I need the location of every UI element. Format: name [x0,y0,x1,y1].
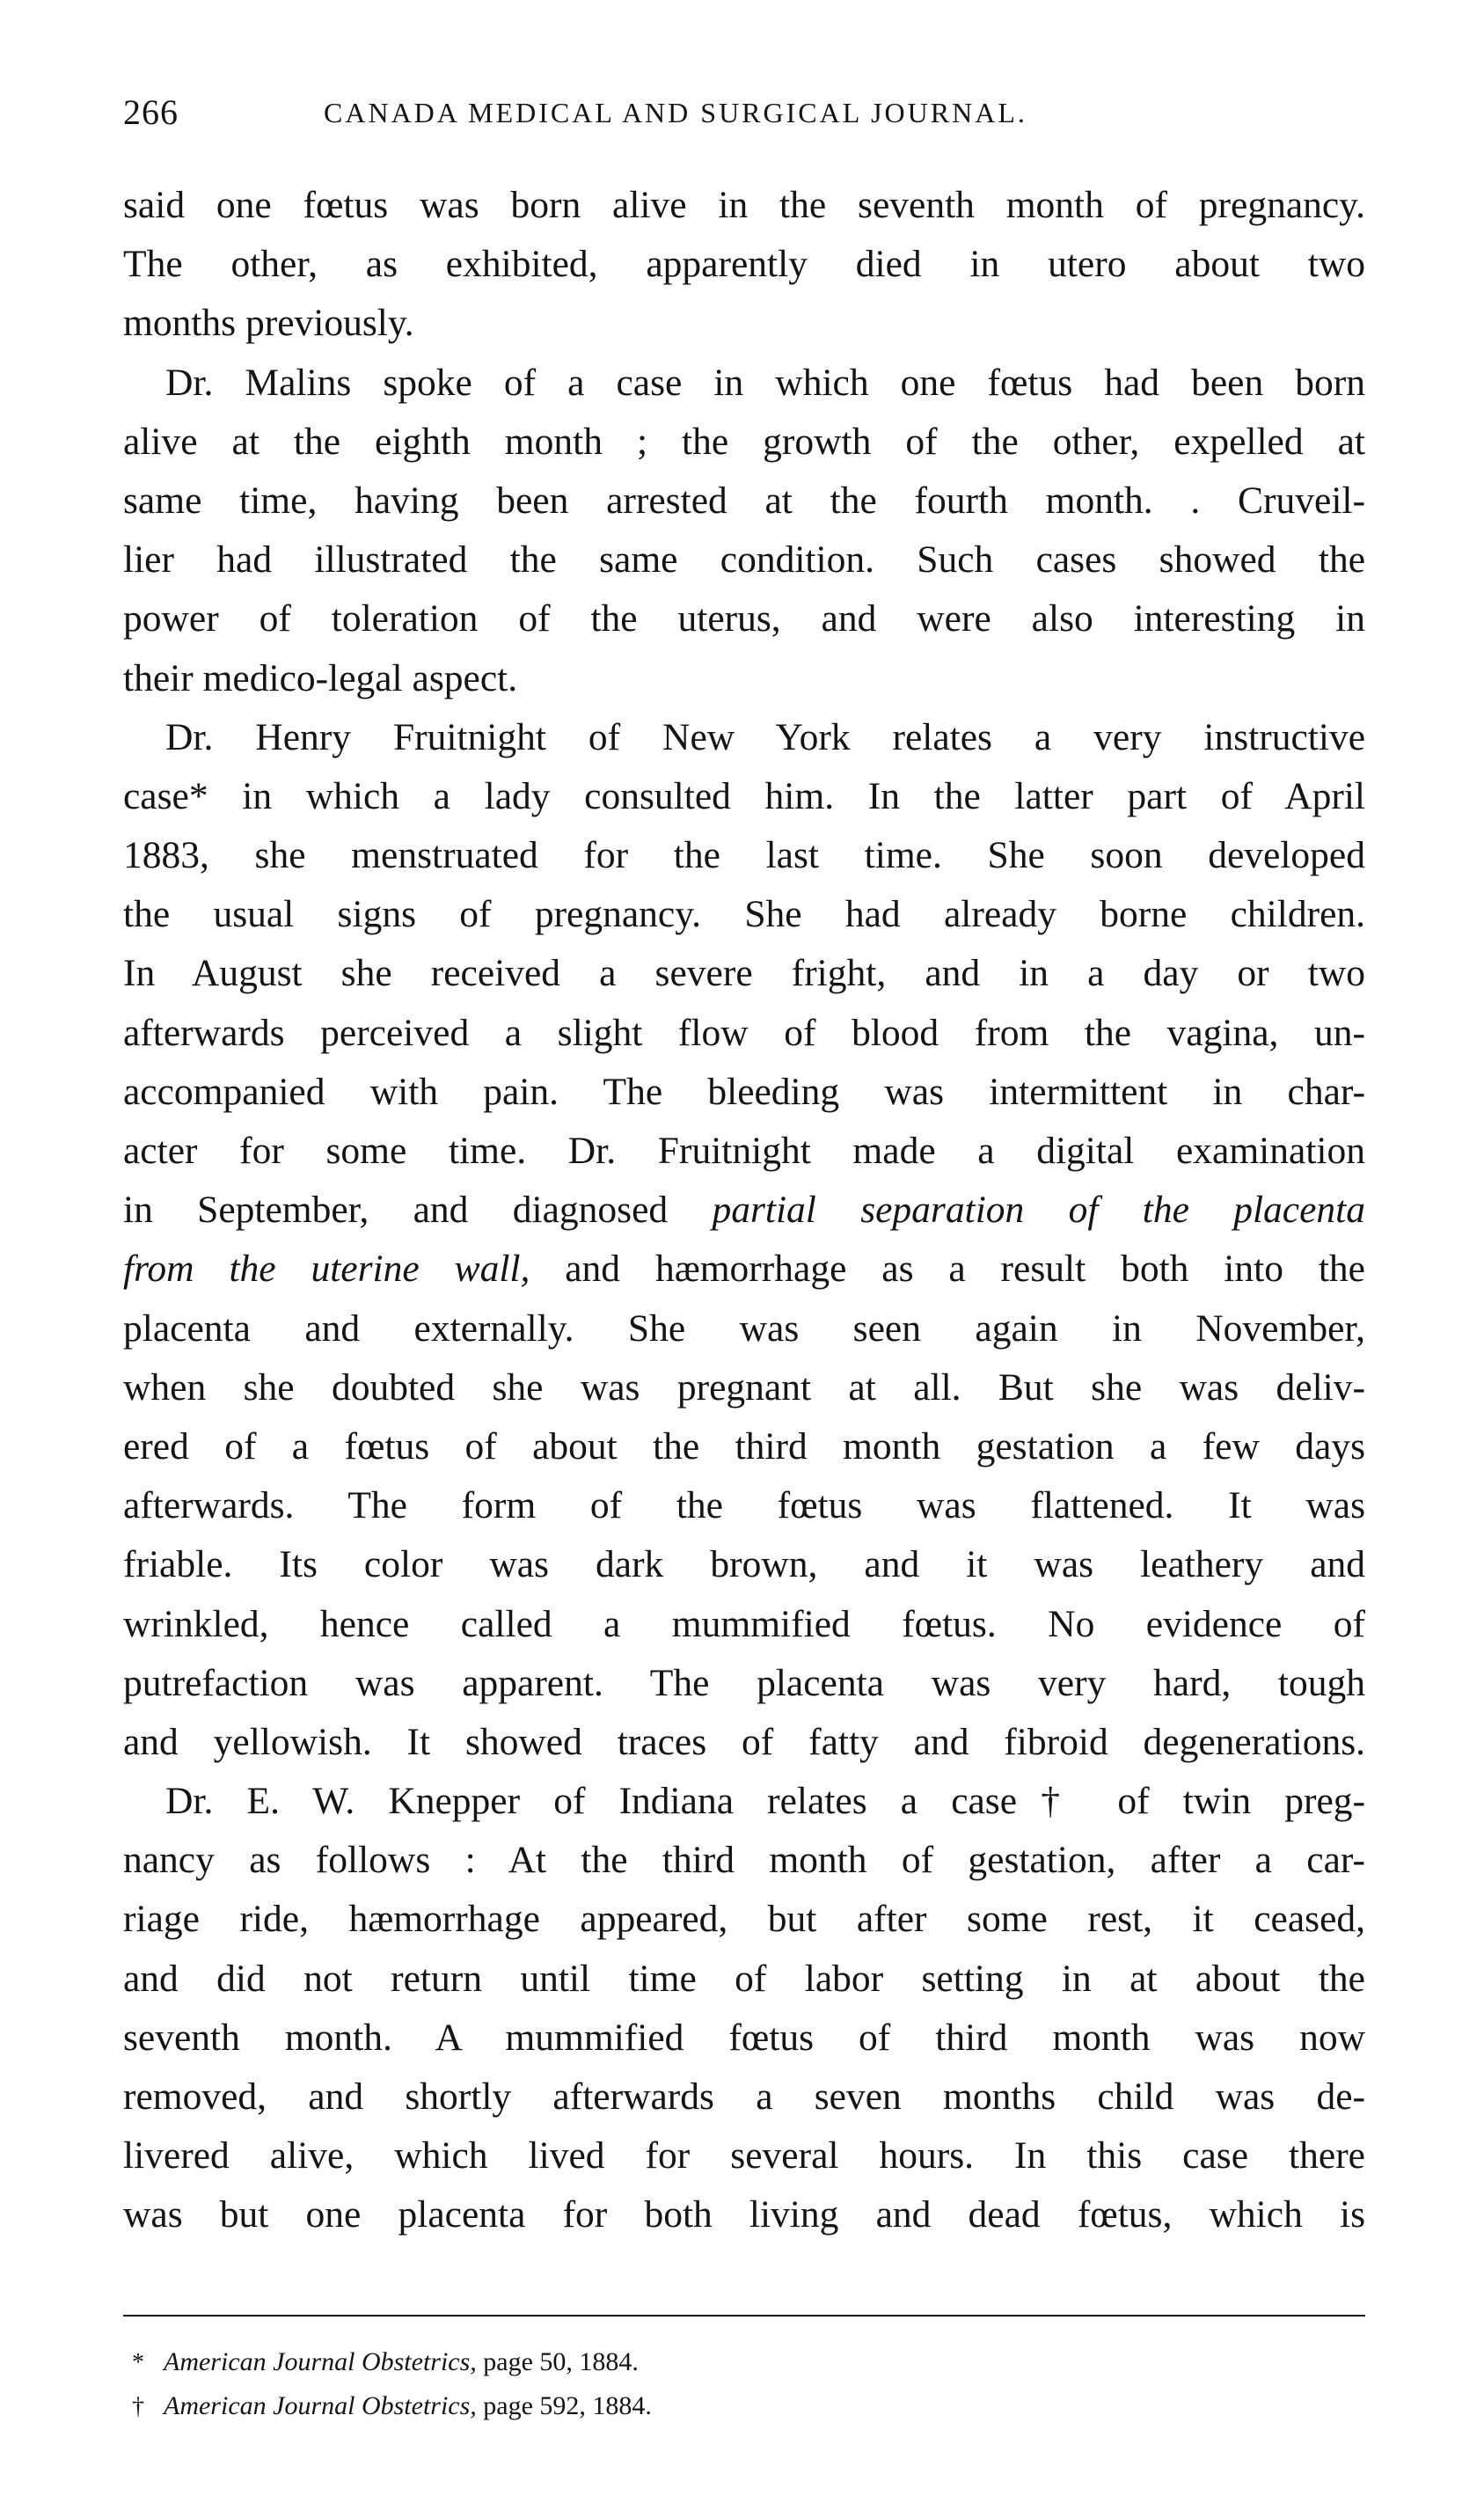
footnote-rule [123,2315,1365,2317]
text-run: ered of a fœtus of about the third month gestation a few days [123,1424,1365,1468]
text-run: case* in which a lady consulted him. In the latter part of April [123,774,1365,817]
text-run: riage ride, hæmorrhage appeared, but after some rest, it ceased, [123,1898,1365,1941]
text-line [123,589,1365,648]
text-line [123,354,1365,413]
text-line [123,1713,1365,1772]
text-run: same time, having been arrested at the fourth month. . Cruveil- [123,479,1365,522]
text-run: putrefaction was apparent. The placenta was very hard, tough [123,1661,1365,1704]
italic-phrase: from the uterine wall, [123,1248,530,1291]
footnote-source-detail: page 50, 1884. [476,2347,639,2376]
text-run: livered alive, which lived for several hours. In this case there [123,2134,1365,2178]
text-line [123,413,1365,472]
text-run: their medico-legal aspect. [123,656,518,699]
text-run: afterwards perceived a slight flow of blood from the vagina, un- [123,1011,1365,1054]
journal-title: CANADA MEDICAL AND SURGICAL JOURNAL. [324,97,1027,128]
text-line [123,294,1365,353]
footnote-1 [132,2340,1188,2384]
text-run: Dr. Malins spoke of a case in which one fœtus had been born [165,361,1365,404]
text-run: was but one placenta for both living and dead fœtus, which is [123,2193,1365,2236]
text-line [123,1299,1365,1358]
text-line [123,1476,1365,1535]
text-line [123,1181,1365,1240]
text-line [123,1831,1365,1890]
text-line [123,1122,1365,1181]
text-line [123,1772,1365,1831]
text-run: wrinkled, hence called a mummified fœtus. No evidence of [123,1602,1365,1645]
footnotes [132,2340,1188,2428]
text-line [123,2009,1365,2068]
text-line [123,2185,1365,2244]
text-run: said one fœtus was born alive in the seventh month of pregnancy. [123,184,1365,226]
footnote-source-title: American Journal Obstetrics, [164,2347,477,2376]
text-run: lier had illustrated the same condition. Such cases showed the [123,538,1365,582]
text-line [123,1950,1365,2009]
text-line [123,1063,1365,1122]
text-line [123,2068,1365,2126]
text-run: when she doubted she was pregnant at all. But she was deliv- [123,1365,1365,1409]
text-run: The other, as exhibited, apparently died in utero about two [123,243,1365,286]
text-line [123,531,1365,589]
page-number: 266 [123,92,179,132]
text-run: nancy as follows : At the third month of gestation, after a car- [123,1839,1365,1882]
text-run: placenta and externally. She was seen again in November, [123,1307,1365,1350]
text-line [123,944,1365,1003]
text-run: and yellowish. It showed traces of fatty and fibroid degenerations. [123,1720,1365,1763]
text-line [123,1890,1365,1949]
text-line [123,708,1365,767]
text-run: alive at the eighth month ; the growth of the other, expelled at [123,420,1365,463]
text-line [123,1417,1365,1476]
text-run: months previously. [123,302,414,345]
running-head [123,86,1355,139]
text-line [123,767,1365,826]
text-run: friable. Its color was dark brown, and it was leathery and [123,1543,1365,1586]
text-run: 1883, she menstruated for the last time. She soon developed [123,834,1365,877]
text-line [123,1535,1365,1594]
text-line [123,2126,1365,2185]
text-line [123,826,1365,885]
text-line [123,1595,1365,1654]
footnote-2 [132,2384,1188,2428]
footnote-source-detail: page 592, 1884. [476,2391,652,2420]
text-run: Dr. Henry Fruitnight of New York relates a very instructive [165,715,1365,758]
text-run: seventh month. A mummified fœtus of third month was now [123,2016,1365,2059]
footnote-source-title: American Journal Obstetrics, [164,2391,477,2420]
article-body [123,176,1365,2245]
text-line [123,472,1365,531]
text-line [123,649,1365,708]
text-run: acter for some time. Dr. Fruitnight made a digital examination [123,1130,1365,1172]
text-run: in September, and diagnosed [123,1189,713,1232]
text-run: accompanied with pain. The bleeding was intermittent in char- [123,1070,1365,1113]
text-line [123,1358,1365,1417]
text-run: and did not return until time of labor setting in at about the [123,1957,1365,2000]
text-line [123,1004,1365,1063]
text-run: and hæmorrhage as a result both into the [530,1248,1365,1291]
italic-phrase: partial separation of the placenta [712,1189,1365,1232]
text-run: In August she received a severe fright, and in a day or two [123,952,1365,995]
footnote-mark: † [132,2393,144,2420]
text-line [123,1240,1365,1299]
text-line [123,1654,1365,1713]
text-run: power of toleration of the uterus, and were also interesting in [123,597,1365,640]
text-line [123,885,1365,944]
text-run: afterwards. The form of the fœtus was flattened. It was [123,1484,1365,1527]
text-run: removed, and shortly afterwards a seven months child was de- [123,2075,1365,2118]
text-line [123,176,1365,235]
text-line [123,235,1365,294]
text-run: Dr. E. W. Knepper of Indiana relates a case† of twin preg- [165,1780,1365,1823]
footnote-mark: * [132,2349,144,2376]
text-run: the usual signs of pregnancy. She had already borne children. [123,893,1365,936]
